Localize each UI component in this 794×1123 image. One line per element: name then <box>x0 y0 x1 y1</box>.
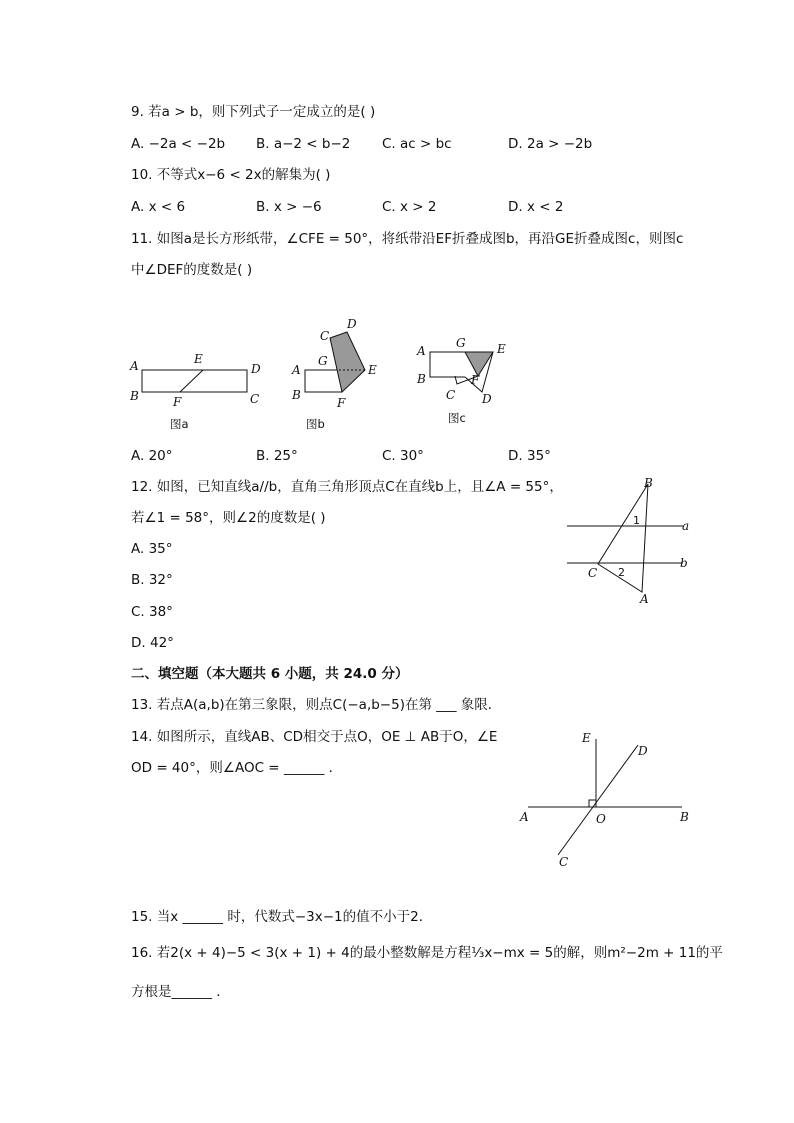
q9-option-a: A. −2a < −2b <box>131 136 226 152</box>
q12-label-C: C <box>588 566 598 580</box>
fig-c-label-D: D <box>482 392 492 406</box>
q10-stem: 10. 不等式x−6 < 2x的解集为( ) <box>131 167 331 183</box>
fig-c-caption: 图c <box>448 411 466 425</box>
fig-b-label-A: A <box>292 363 301 377</box>
q12-figure <box>555 470 705 610</box>
q11-option-a: A. 20° <box>131 448 173 464</box>
q12-option-d: D. 42° <box>131 635 174 651</box>
q11-figure-b <box>291 317 377 431</box>
fig-c-label-F: F <box>471 373 480 387</box>
section-fill-in-title: 二、填空题（本大题共 6 小题，共 24.0 分） <box>131 666 409 682</box>
q14-label-B: B <box>680 810 689 824</box>
q11-stem-line1: 11. 如图a是长方形纸带，∠CFE = 50°，将纸带沿EF折叠成图b，再沿GE折叠成图c，则图c <box>131 231 684 247</box>
fig-a-label-C: C <box>250 392 260 406</box>
fig-b-label-D: D <box>347 317 357 331</box>
q11-figure-c <box>416 336 506 425</box>
q9-option-b: B. a−2 < b−2 <box>256 136 351 152</box>
q12-option-a: A. 35° <box>131 541 173 557</box>
fig-b-caption: 图b <box>306 417 325 431</box>
q11-stem-line2: 中∠DEF的度数是( ) <box>131 262 253 278</box>
q14-line2: OD = 40°，则∠AOC = ______ ． <box>131 760 343 776</box>
q12-label-line-b: b <box>680 556 688 570</box>
q10-option-c: C. x > 2 <box>382 199 437 215</box>
fig-c-label-C: C <box>446 388 456 402</box>
q9-option-d: D. 2a > −2b <box>508 136 593 152</box>
q10-option-b: B. x > −6 <box>256 199 322 215</box>
q12-label-A: A <box>640 592 649 606</box>
q9-option-c: C. ac > bc <box>382 136 452 152</box>
q12-label-angle2: 2 <box>618 566 625 579</box>
q12-option-b: B. 32° <box>131 572 173 588</box>
q12-stem-line1: 12. 如图，已知直线a//b，直角三角形顶点C在直线b上，且∠A = 55°， <box>131 479 563 495</box>
fig-b-label-G: G <box>318 354 328 368</box>
fig-a-label-B: B <box>130 389 139 403</box>
fig-a-label-D: D <box>251 362 261 376</box>
q14-line1: 14. 如图所示，直线AB、CD相交于点O，OE ⊥ AB于O，∠E <box>131 729 498 745</box>
fig-b-label-C: C <box>320 329 330 343</box>
q14-label-C: C <box>559 855 569 869</box>
q15-text: 15. 当x ______ 时，代数式−3x−1的值不小于2． <box>131 909 433 925</box>
q11-option-c: C. 30° <box>382 448 424 464</box>
fig-c-label-B: B <box>417 372 426 386</box>
fig-b-label-F: F <box>337 396 346 410</box>
fig-c-label-A: A <box>417 344 426 358</box>
q11-option-d: D. 35° <box>508 448 551 464</box>
fig-c-label-G: G <box>456 336 466 350</box>
q16-line1: 16. 若2(x + 4)−5 < 3(x + 1) + 4的最小整数解是方程⅓x−mx = 5的解，则m²−2m + 11的平 <box>131 945 723 961</box>
q12-stem-line2: 若∠1 = 58°，则∠2的度数是( ) <box>131 510 326 526</box>
q14-label-D: D <box>638 744 648 758</box>
q10-option-d: D. x < 2 <box>508 199 564 215</box>
fig-a-caption: 图a <box>170 417 189 431</box>
q10-option-a: A. x < 6 <box>131 199 186 215</box>
q16-line2: 方根是______ ． <box>131 984 230 1000</box>
fig-a-label-F: F <box>173 395 182 409</box>
q14-label-E: E <box>582 731 591 745</box>
q9-stem: 9. 若a > b，则下列式子一定成立的是( ) <box>131 104 376 120</box>
q11-figure-a <box>129 352 261 431</box>
q11-figures <box>120 310 540 440</box>
q12-label-angle1: 1 <box>633 514 640 527</box>
fig-c-label-E: E <box>497 342 506 356</box>
q14-label-O: O <box>596 812 606 826</box>
fig-a-label-E: E <box>194 352 203 366</box>
q13-text: 13. 若点A(a,b)在第三象限，则点C(−a,b−5)在第 ___ 象限． <box>131 697 502 713</box>
fig-b-label-E: E <box>368 363 377 377</box>
q14-figure <box>510 725 710 870</box>
fig-a-label-A: A <box>130 359 139 373</box>
q14-label-A: A <box>520 810 529 824</box>
q11-option-b: B. 25° <box>256 448 298 464</box>
fig-b-label-B: B <box>292 388 301 402</box>
q12-label-B: B <box>644 476 653 490</box>
q12-option-c: C. 38° <box>131 604 173 620</box>
q12-label-line-a: a <box>682 519 690 533</box>
